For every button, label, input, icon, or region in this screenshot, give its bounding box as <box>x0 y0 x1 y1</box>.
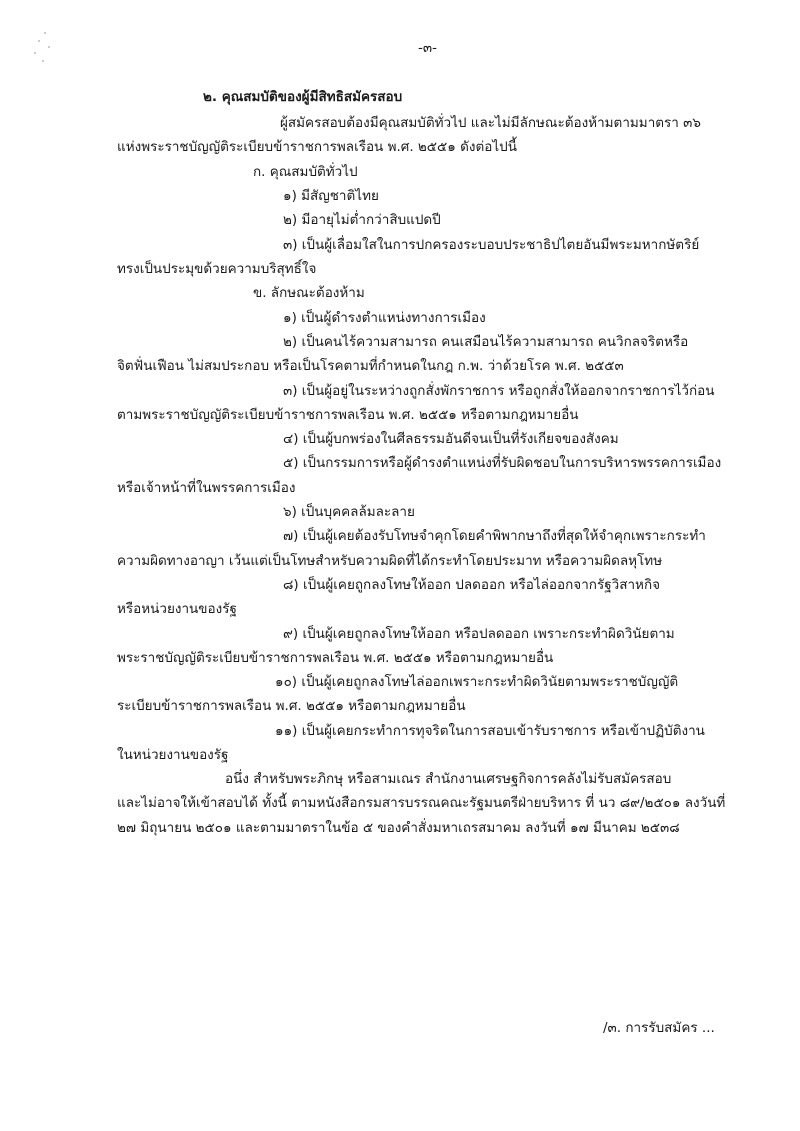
prohibited-line: ๑๑) เป็นผู้เคยกระทำการทุจริตในการสอบเข้ารับราชการ หรือเข้าปฏิบัติงาน <box>275 723 705 739</box>
continuation-marker: /๓. การรับสมัคร ... <box>603 1020 715 1036</box>
prohibited-line: ๗) เป็นผู้เคยต้องรับโทษจำคุกโดยคำพิพากษาถึงที่สุดให้จำคุกเพราะกระทำ <box>283 528 706 544</box>
note-line: อนึ่ง สำหรับพระภิกษุ หรือสามเณร สำนักงานเศรษฐกิจการคลังไม่รับสมัครสอบ <box>225 771 672 787</box>
general-heading: ก. คุณสมบัติทั่วไป <box>253 164 358 180</box>
prohibited-line: ๓) เป็นผู้อยู่ในระหว่างถูกสั่งพักราชการ หรือถูกสั่งให้ออกจากราชการไว้ก่อน <box>283 383 715 399</box>
section-heading: ๒. คุณสมบัติของผู้มีสิทธิสมัครสอบ <box>203 89 403 105</box>
note-line: ๒๗ มิถุนายน ๒๕๐๑ และตามมาตราในข้อ ๕ ของคำสั่งมหาเถรสมาคม ลงวันที่ ๑๗ มีนาคม ๒๕๓๘ <box>117 820 680 836</box>
general-item: ๒) มีอายุไม่ต่ำกว่าสิบแปดปี <box>283 212 441 228</box>
prohibited-line: พระราชบัญญัติระเบียบข้าราชการพลเรือน พ.ศ. ๒๕๕๑ หรือตามกฎหมายอื่น <box>117 650 554 666</box>
prohibited-line: ๑) เป็นผู้ดำรงตำแหน่งทางการเมือง <box>283 310 486 326</box>
prohibited-line: ระเบียบข้าราชการพลเรือน พ.ศ. ๒๕๕๑ หรือตามกฎหมายอื่น <box>117 698 466 714</box>
prohibited-line: ในหน่วยงานของรัฐ <box>117 747 229 763</box>
prohibited-line: จิตฟั่นเฟือน ไม่สมประกอบ หรือเป็นโรคตามที่กำหนดในกฎ ก.พ. ว่าด้วยโรค พ.ศ. ๒๕๕๓ <box>117 358 624 374</box>
prohibited-line: ๙) เป็นผู้เคยถูกลงโทษให้ออก หรือปลดออก เพราะกระทำผิดวินัยตาม <box>283 626 675 642</box>
prohibited-line: ๕) เป็นกรรมการหรือผู้ดำรงตำแหน่งที่รับผิดชอบในการบริหารพรรคการเมือง <box>283 455 722 471</box>
prohibited-line: ตามพระราชบัญญัติระเบียบข้าราชการพลเรือน พ.ศ. ๒๕๕๑ หรือตามกฎหมายอื่น <box>117 407 579 423</box>
scan-speckles <box>30 30 60 70</box>
prohibited-line: ๖) เป็นบุคคลล้มละลาย <box>283 504 415 520</box>
page-number: -๓- <box>418 40 437 56</box>
prohibited-line: หรือเจ้าหน้าที่ในพรรคการเมือง <box>117 480 296 496</box>
general-item: ๓) เป็นผู้เลื่อมใสในการปกครองระบอบประชาธิปไตยอันมีพระมหากษัตริย์ <box>283 237 700 253</box>
prohibited-line: ๘) เป็นผู้เคยถูกลงโทษให้ออก ปลดออก หรือไล่ออกจากรัฐวิสาหกิจ <box>283 577 661 593</box>
prohibited-line: ๒) เป็นคนไร้ความสามารถ คนเสมือนไร้ความสามารถ คนวิกลจริตหรือ <box>283 334 689 350</box>
note-line: และไม่อาจให้เข้าสอบได้ ทั้งนี้ ตามหนังสือกรมสารบรรณคณะรัฐมนตรีฝ่ายบริหาร ที่ นว ๘๙/๒๕๐๑ ลงวันที่ <box>117 795 726 811</box>
intro-line: แห่งพระราชบัญญัติระเบียบข้าราชการพลเรือน พ.ศ. ๒๕๕๑ ดังต่อไปนี้ <box>117 139 517 155</box>
prohibited-line: ๔) เป็นผู้บกพร่องในศีลธรรมอันดีจนเป็นที่รังเกียจของสังคม <box>283 431 619 447</box>
intro-line: ผู้สมัครสอบต้องมีคุณสมบัติทั่วไป และไม่มีลักษณะต้องห้ามตามมาตรา ๓๖ <box>280 115 701 131</box>
prohibited-heading: ข. ลักษณะต้องห้าม <box>253 285 365 301</box>
general-item: ๑) มีสัญชาติไทย <box>283 188 379 204</box>
prohibited-line: ๑๐) เป็นผู้เคยถูกลงโทษไล่ออกเพราะกระทำผิดวินัยตามพระราชบัญญัติ <box>275 674 679 690</box>
general-item-cont: ทรงเป็นประมุขด้วยความบริสุทธิ์ใจ <box>117 261 317 277</box>
prohibited-line: หรือหน่วยงานของรัฐ <box>117 601 237 617</box>
prohibited-line: ความผิดทางอาญา เว้นแต่เป็นโทษสำหรับความผิดที่ได้กระทำโดยประมาท หรือความผิดลหุโทษ <box>117 553 663 569</box>
